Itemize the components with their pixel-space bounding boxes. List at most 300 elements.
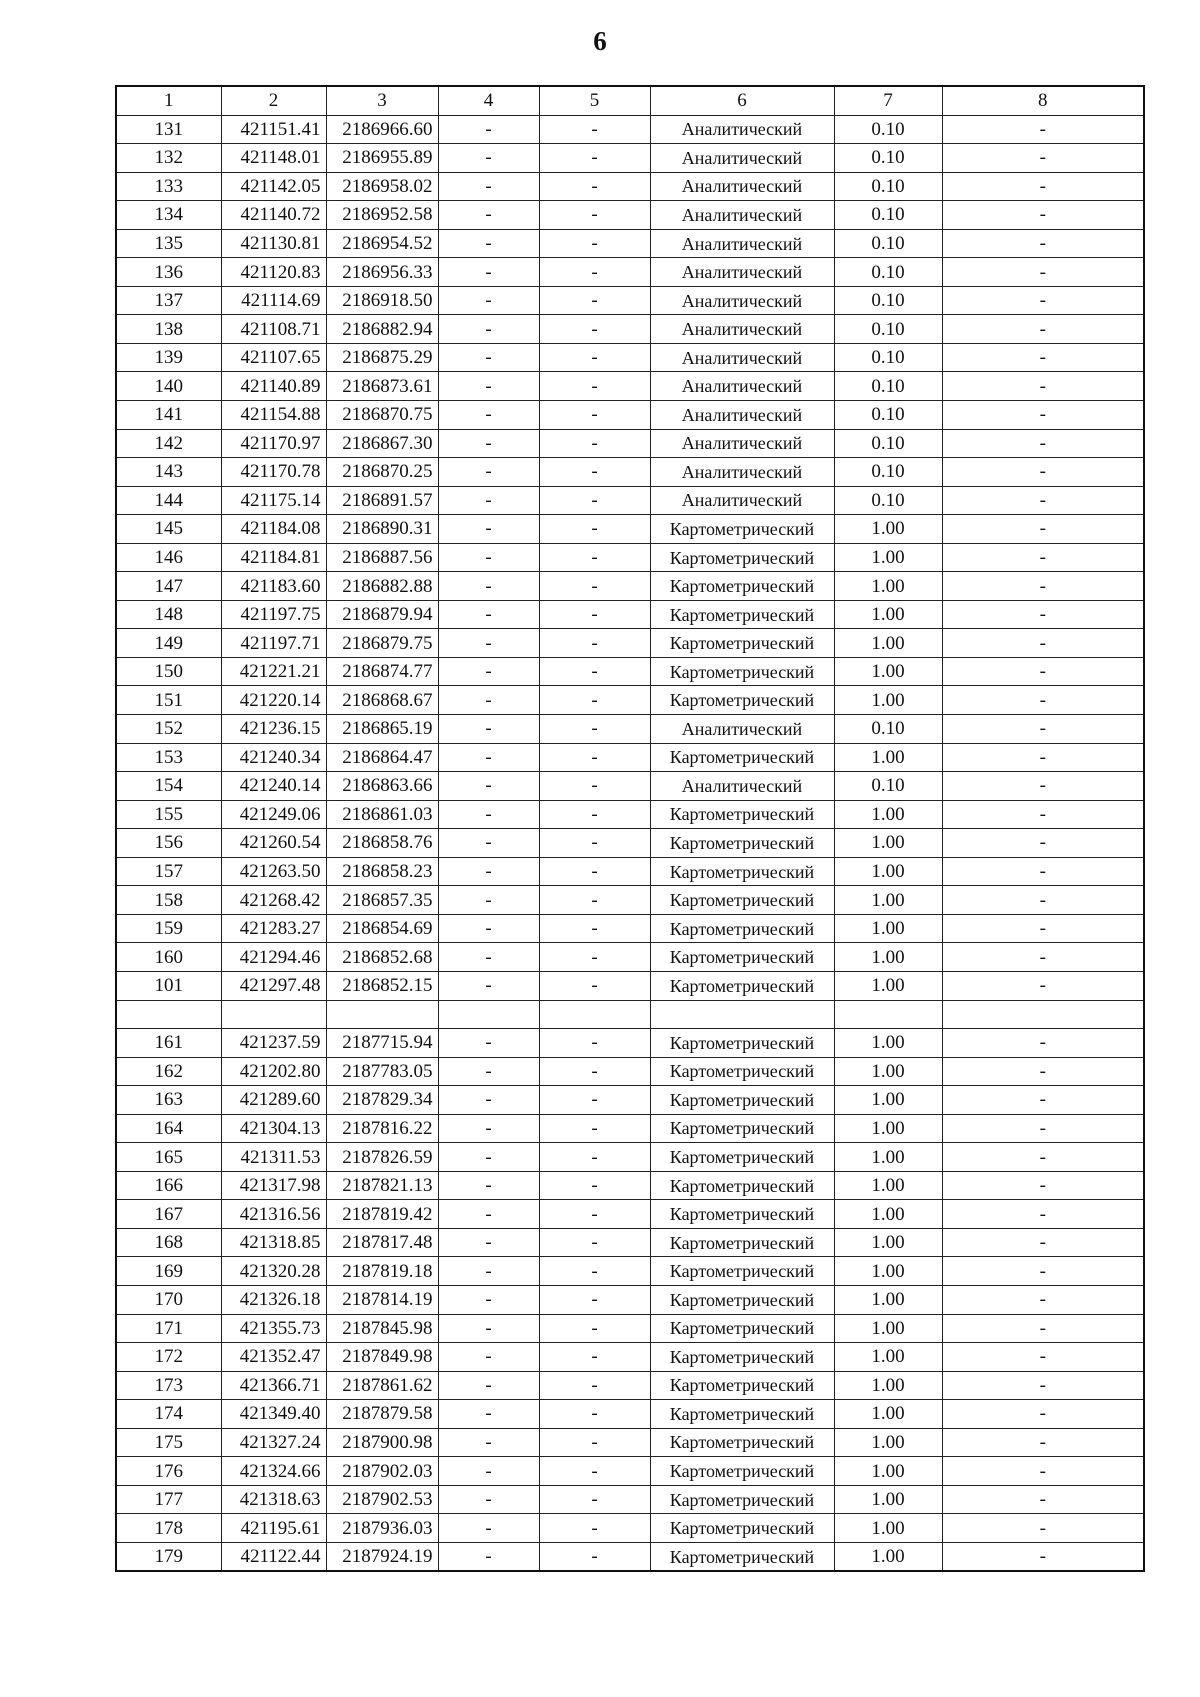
col-4-cell: - — [438, 800, 539, 829]
accuracy-cell: 0.10 — [834, 715, 942, 744]
col-8-cell: - — [942, 886, 1144, 915]
col-4-cell: - — [438, 315, 539, 344]
table-row — [116, 1371, 1144, 1400]
coord-x-cell: 421183.60 — [221, 572, 326, 601]
accuracy-cell: 1.00 — [834, 572, 942, 601]
table-row — [116, 772, 1144, 801]
coord-y-cell: 2186954.52 — [326, 229, 438, 258]
col-8-cell: - — [942, 1343, 1144, 1372]
coord-y-cell: 2186870.25 — [326, 458, 438, 487]
accuracy-cell: 0.10 — [834, 229, 942, 258]
accuracy-cell: 1.00 — [834, 800, 942, 829]
col-8-cell: - — [942, 1257, 1144, 1286]
col-5-cell: - — [539, 743, 650, 772]
accuracy-cell: 1.00 — [834, 1314, 942, 1343]
col-5-cell: - — [539, 1457, 650, 1486]
point-number-cell: 141 — [116, 401, 221, 430]
col-4-cell: - — [438, 1257, 539, 1286]
accuracy-cell: 0.10 — [834, 258, 942, 287]
col-8-cell: - — [942, 458, 1144, 487]
point-number-cell: 173 — [116, 1371, 221, 1400]
accuracy-cell: 1.00 — [834, 1029, 942, 1058]
table-row — [116, 258, 1144, 287]
table-row — [116, 401, 1144, 430]
coord-x-cell: 421317.98 — [221, 1171, 326, 1200]
method-cell: Картометрический — [650, 572, 834, 601]
table-row — [116, 943, 1144, 972]
accuracy-cell: 0.10 — [834, 372, 942, 401]
point-number-cell: 139 — [116, 343, 221, 372]
coord-x-cell: 421236.15 — [221, 715, 326, 744]
accuracy-cell: 1.00 — [834, 1171, 942, 1200]
col-8-cell: - — [942, 543, 1144, 572]
accuracy-cell: 1.00 — [834, 1514, 942, 1543]
col-4-cell: - — [438, 715, 539, 744]
point-number-cell: 138 — [116, 315, 221, 344]
coord-y-cell: 2186854.69 — [326, 914, 438, 943]
col-4-cell: - — [438, 1314, 539, 1343]
method-cell: Картометрический — [650, 1114, 834, 1143]
col-8-cell: - — [942, 343, 1144, 372]
method-cell: Картометрический — [650, 1485, 834, 1514]
coord-x-cell: 421122.44 — [221, 1542, 326, 1571]
method-cell: Картометрический — [650, 1542, 834, 1571]
col-8-cell: - — [942, 429, 1144, 458]
col-5-cell: - — [539, 458, 650, 487]
coord-y-cell: 2187902.03 — [326, 1457, 438, 1486]
method-cell: Картометрический — [650, 1086, 834, 1115]
point-number-cell: 160 — [116, 943, 221, 972]
col-4-cell — [438, 1000, 539, 1029]
col-4-cell: - — [438, 372, 539, 401]
col-8-cell: - — [942, 572, 1144, 601]
table-row — [116, 1343, 1144, 1372]
col-5-cell: - — [539, 201, 650, 230]
accuracy-cell: 0.10 — [834, 458, 942, 487]
coord-x-cell: 421326.18 — [221, 1285, 326, 1314]
col-5-cell: - — [539, 1371, 650, 1400]
col-8-cell: - — [942, 1057, 1144, 1086]
table-row — [116, 1514, 1144, 1543]
col-8-cell: - — [942, 1428, 1144, 1457]
table-row — [116, 1143, 1144, 1172]
coord-x-cell: 421304.13 — [221, 1114, 326, 1143]
accuracy-cell: 0.10 — [834, 486, 942, 515]
coord-x-cell: 421237.59 — [221, 1029, 326, 1058]
coord-y-cell: 2187879.58 — [326, 1400, 438, 1429]
point-number-cell: 177 — [116, 1485, 221, 1514]
coord-y-cell: 2187849.98 — [326, 1343, 438, 1372]
table-row — [116, 686, 1144, 715]
method-cell: Аналитический — [650, 144, 834, 173]
coord-y-cell: 2186873.61 — [326, 372, 438, 401]
coord-x-cell: 421151.41 — [221, 115, 326, 144]
col-5-cell: - — [539, 914, 650, 943]
table-row — [116, 572, 1144, 601]
table-row — [116, 1257, 1144, 1286]
accuracy-cell: 1.00 — [834, 1086, 942, 1115]
col-8-cell: - — [942, 1086, 1144, 1115]
method-cell: Картометрический — [650, 943, 834, 972]
col-8-cell: - — [942, 315, 1144, 344]
table-row — [116, 229, 1144, 258]
col-5-cell: - — [539, 943, 650, 972]
col-4-cell: - — [438, 1400, 539, 1429]
col-5-cell: - — [539, 829, 650, 858]
method-cell: Картометрический — [650, 1400, 834, 1429]
coord-x-cell: 421352.47 — [221, 1343, 326, 1372]
point-number-cell: 166 — [116, 1171, 221, 1200]
col-5-cell: - — [539, 1514, 650, 1543]
col-4-cell: - — [438, 1029, 539, 1058]
coord-x-cell: 421249.06 — [221, 800, 326, 829]
col-5-cell: - — [539, 343, 650, 372]
col-5-cell: - — [539, 515, 650, 544]
header-cell-3: 3 — [326, 86, 438, 115]
point-number-cell: 158 — [116, 886, 221, 915]
point-number-cell: 179 — [116, 1542, 221, 1571]
col-5-cell: - — [539, 1343, 650, 1372]
point-number-cell: 147 — [116, 572, 221, 601]
coord-y-cell: 2186865.19 — [326, 715, 438, 744]
col-5-cell: - — [539, 543, 650, 572]
col-5-cell: - — [539, 115, 650, 144]
point-number-cell: 156 — [116, 829, 221, 858]
col-5-cell: - — [539, 429, 650, 458]
col-4-cell: - — [438, 286, 539, 315]
coord-y-cell: 2187819.42 — [326, 1200, 438, 1229]
col-4-cell: - — [438, 429, 539, 458]
col-5-cell: - — [539, 857, 650, 886]
coord-x-cell: 421240.14 — [221, 772, 326, 801]
accuracy-cell: 1.00 — [834, 829, 942, 858]
coord-x-cell: 421221.21 — [221, 657, 326, 686]
coord-x-cell: 421170.78 — [221, 458, 326, 487]
accuracy-cell: 0.10 — [834, 286, 942, 315]
coord-y-cell: 2187924.19 — [326, 1542, 438, 1571]
accuracy-cell: 0.10 — [834, 172, 942, 201]
col-4-cell: - — [438, 458, 539, 487]
coord-y-cell: 2186890.31 — [326, 515, 438, 544]
col-4-cell: - — [438, 1143, 539, 1172]
accuracy-cell: 1.00 — [834, 1400, 942, 1429]
point-number-cell: 164 — [116, 1114, 221, 1143]
table-row — [116, 172, 1144, 201]
coord-x-cell: 421289.60 — [221, 1086, 326, 1115]
coord-y-cell: 2186867.30 — [326, 429, 438, 458]
point-number-cell: 171 — [116, 1314, 221, 1343]
point-number-cell: 155 — [116, 800, 221, 829]
accuracy-cell: 1.00 — [834, 1428, 942, 1457]
point-number-cell: 154 — [116, 772, 221, 801]
accuracy-cell: 0.10 — [834, 315, 942, 344]
method-cell: Аналитический — [650, 115, 834, 144]
col-4-cell: - — [438, 772, 539, 801]
col-4-cell: - — [438, 600, 539, 629]
col-4-cell: - — [438, 914, 539, 943]
method-cell: Аналитический — [650, 458, 834, 487]
col-4-cell: - — [438, 258, 539, 287]
col-8-cell: - — [942, 115, 1144, 144]
accuracy-cell: 1.00 — [834, 600, 942, 629]
col-4-cell: - — [438, 1228, 539, 1257]
col-8-cell: - — [942, 1285, 1144, 1314]
coord-y-cell: 2186879.94 — [326, 600, 438, 629]
coord-x-cell: 421120.83 — [221, 258, 326, 287]
col-4-cell: - — [438, 1514, 539, 1543]
accuracy-cell: 0.10 — [834, 115, 942, 144]
coord-y-cell: 2187783.05 — [326, 1057, 438, 1086]
coord-y-cell: 2187819.18 — [326, 1257, 438, 1286]
coord-x-cell: 421318.85 — [221, 1228, 326, 1257]
header-cell-7: 7 — [834, 86, 942, 115]
table-row — [116, 1228, 1144, 1257]
col-4-cell: - — [438, 1485, 539, 1514]
coord-x-cell: 421263.50 — [221, 857, 326, 886]
coord-x-cell: 421324.66 — [221, 1457, 326, 1486]
accuracy-cell: 1.00 — [834, 1143, 942, 1172]
table-row — [116, 1114, 1144, 1143]
accuracy-cell: 1.00 — [834, 743, 942, 772]
col-5-cell: - — [539, 971, 650, 1000]
method-cell: Картометрический — [650, 743, 834, 772]
table-row — [116, 657, 1144, 686]
point-number-cell: 133 — [116, 172, 221, 201]
method-cell: Аналитический — [650, 429, 834, 458]
point-number-cell: 175 — [116, 1428, 221, 1457]
table-row — [116, 286, 1144, 315]
header-row — [116, 86, 1144, 115]
col-4-cell: - — [438, 1086, 539, 1115]
table-row — [116, 743, 1144, 772]
col-4-cell: - — [438, 857, 539, 886]
coord-x-cell: 421184.08 — [221, 515, 326, 544]
coord-x-cell: 421108.71 — [221, 315, 326, 344]
method-cell: Картометрический — [650, 1314, 834, 1343]
table-row — [116, 429, 1144, 458]
coord-x-cell: 421202.80 — [221, 1057, 326, 1086]
coord-y-cell: 2186955.89 — [326, 144, 438, 173]
coord-y-cell: 2186887.56 — [326, 543, 438, 572]
col-5-cell: - — [539, 715, 650, 744]
coord-y-cell: 2186918.50 — [326, 286, 438, 315]
table-row — [116, 1057, 1144, 1086]
coord-x-cell — [221, 1000, 326, 1029]
page-number: 6 — [593, 26, 607, 56]
col-4-cell: - — [438, 543, 539, 572]
accuracy-cell: 0.10 — [834, 201, 942, 230]
col-8-cell: - — [942, 914, 1144, 943]
col-4-cell: - — [438, 1200, 539, 1229]
col-5-cell: - — [539, 286, 650, 315]
method-cell: Аналитический — [650, 772, 834, 801]
col-8-cell: - — [942, 372, 1144, 401]
table-row — [116, 1457, 1144, 1486]
table-row — [116, 1086, 1144, 1115]
col-5-cell: - — [539, 800, 650, 829]
coord-x-cell: 421349.40 — [221, 1400, 326, 1429]
point-number-cell: 174 — [116, 1400, 221, 1429]
col-8-cell: - — [942, 1029, 1144, 1058]
table-row — [116, 515, 1144, 544]
point-number-cell: 157 — [116, 857, 221, 886]
accuracy-cell: 0.10 — [834, 144, 942, 173]
col-8-cell: - — [942, 1171, 1144, 1200]
col-5-cell: - — [539, 629, 650, 658]
coord-x-cell: 421283.27 — [221, 914, 326, 943]
col-8-cell: - — [942, 1114, 1144, 1143]
header-cell-5: 5 — [539, 86, 650, 115]
table-row — [116, 971, 1144, 1000]
point-number-cell: 149 — [116, 629, 221, 658]
point-number-cell: 151 — [116, 686, 221, 715]
table-row — [116, 372, 1144, 401]
accuracy-cell: 1.00 — [834, 543, 942, 572]
accuracy-cell: 1.00 — [834, 857, 942, 886]
coord-y-cell: 2187900.98 — [326, 1428, 438, 1457]
col-5-cell: - — [539, 1143, 650, 1172]
coord-y-cell: 2186858.23 — [326, 857, 438, 886]
method-cell: Картометрический — [650, 1228, 834, 1257]
col-8-cell: - — [942, 1200, 1144, 1229]
col-4-cell: - — [438, 486, 539, 515]
coord-y-cell: 2187715.94 — [326, 1029, 438, 1058]
method-cell: Картометрический — [650, 1514, 834, 1543]
coord-x-cell: 421294.46 — [221, 943, 326, 972]
table-row — [116, 1285, 1144, 1314]
col-8-cell: - — [942, 686, 1144, 715]
coord-x-cell: 421142.05 — [221, 172, 326, 201]
coord-x-cell: 421140.89 — [221, 372, 326, 401]
method-cell: Аналитический — [650, 401, 834, 430]
header-cell-4: 4 — [438, 86, 539, 115]
method-cell: Картометрический — [650, 1029, 834, 1058]
coord-y-cell: 2187826.59 — [326, 1143, 438, 1172]
accuracy-cell — [834, 1000, 942, 1029]
accuracy-cell: 0.10 — [834, 772, 942, 801]
coord-y-cell: 2187936.03 — [326, 1514, 438, 1543]
method-cell: Аналитический — [650, 201, 834, 230]
coord-y-cell: 2187845.98 — [326, 1314, 438, 1343]
point-number-cell: 178 — [116, 1514, 221, 1543]
col-4-cell: - — [438, 657, 539, 686]
point-number-cell: 169 — [116, 1257, 221, 1286]
method-cell: Картометрический — [650, 971, 834, 1000]
col-8-cell: - — [942, 258, 1144, 287]
point-number-cell: 134 — [116, 201, 221, 230]
col-5-cell: - — [539, 1428, 650, 1457]
col-8-cell: - — [942, 800, 1144, 829]
coord-y-cell: 2186879.75 — [326, 629, 438, 658]
col-5-cell: - — [539, 172, 650, 201]
coord-y-cell: 2187861.62 — [326, 1371, 438, 1400]
col-4-cell: - — [438, 1457, 539, 1486]
coord-x-cell: 421197.75 — [221, 600, 326, 629]
coord-x-cell: 421240.34 — [221, 743, 326, 772]
accuracy-cell: 1.00 — [834, 1057, 942, 1086]
accuracy-cell: 0.10 — [834, 343, 942, 372]
col-5-cell: - — [539, 686, 650, 715]
method-cell: Картометрический — [650, 515, 834, 544]
col-5-cell: - — [539, 1542, 650, 1571]
coord-y-cell: 2186863.66 — [326, 772, 438, 801]
point-number-cell: 168 — [116, 1228, 221, 1257]
point-number-cell: 161 — [116, 1029, 221, 1058]
coord-x-cell: 421175.14 — [221, 486, 326, 515]
method-cell: Картометрический — [650, 1057, 834, 1086]
accuracy-cell: 1.00 — [834, 886, 942, 915]
accuracy-cell: 1.00 — [834, 1343, 942, 1372]
col-8-cell: - — [942, 1143, 1144, 1172]
accuracy-cell: 1.00 — [834, 629, 942, 658]
col-8-cell: - — [942, 971, 1144, 1000]
col-8-cell: - — [942, 144, 1144, 173]
coord-y-cell: 2186861.03 — [326, 800, 438, 829]
coord-y-cell: 2186864.47 — [326, 743, 438, 772]
accuracy-cell: 1.00 — [834, 515, 942, 544]
coord-x-cell: 421114.69 — [221, 286, 326, 315]
table-row — [116, 458, 1144, 487]
coord-y-cell: 2186952.58 — [326, 201, 438, 230]
col-5-cell: - — [539, 657, 650, 686]
method-cell: Картометрический — [650, 886, 834, 915]
table-row — [116, 715, 1144, 744]
coord-y-cell: 2187902.53 — [326, 1485, 438, 1514]
method-cell: Аналитический — [650, 315, 834, 344]
coord-y-cell: 2186958.02 — [326, 172, 438, 201]
table-row — [116, 1485, 1144, 1514]
coord-x-cell: 421220.14 — [221, 686, 326, 715]
accuracy-cell: 1.00 — [834, 1200, 942, 1229]
col-5-cell: - — [539, 772, 650, 801]
col-4-cell: - — [438, 829, 539, 858]
table-row — [116, 1428, 1144, 1457]
accuracy-cell: 1.00 — [834, 1371, 942, 1400]
method-cell: Картометрический — [650, 829, 834, 858]
point-number-cell: 148 — [116, 600, 221, 629]
col-5-cell: - — [539, 372, 650, 401]
coord-x-cell: 421355.73 — [221, 1314, 326, 1343]
col-4-cell: - — [438, 1285, 539, 1314]
method-cell: Аналитический — [650, 715, 834, 744]
col-8-cell — [942, 1000, 1144, 1029]
coord-x-cell: 421297.48 — [221, 971, 326, 1000]
coord-y-cell: 2186852.68 — [326, 943, 438, 972]
method-cell: Аналитический — [650, 172, 834, 201]
point-number-cell: 101 — [116, 971, 221, 1000]
col-4-cell: - — [438, 743, 539, 772]
col-5-cell: - — [539, 229, 650, 258]
col-5-cell: - — [539, 886, 650, 915]
accuracy-cell: 1.00 — [834, 686, 942, 715]
method-cell: Картометрический — [650, 1428, 834, 1457]
table-row — [116, 829, 1144, 858]
coord-x-cell: 421260.54 — [221, 829, 326, 858]
col-8-cell: - — [942, 772, 1144, 801]
point-number-cell: 135 — [116, 229, 221, 258]
coord-y-cell: 2186875.29 — [326, 343, 438, 372]
point-number-cell: 152 — [116, 715, 221, 744]
col-4-cell: - — [438, 1428, 539, 1457]
col-8-cell: - — [942, 829, 1144, 858]
col-4-cell: - — [438, 1343, 539, 1372]
coord-y-cell: 2187814.19 — [326, 1285, 438, 1314]
coord-x-cell: 421170.97 — [221, 429, 326, 458]
accuracy-cell: 1.00 — [834, 914, 942, 943]
coord-x-cell: 421148.01 — [221, 144, 326, 173]
col-4-cell: - — [438, 1057, 539, 1086]
col-5-cell: - — [539, 1114, 650, 1143]
